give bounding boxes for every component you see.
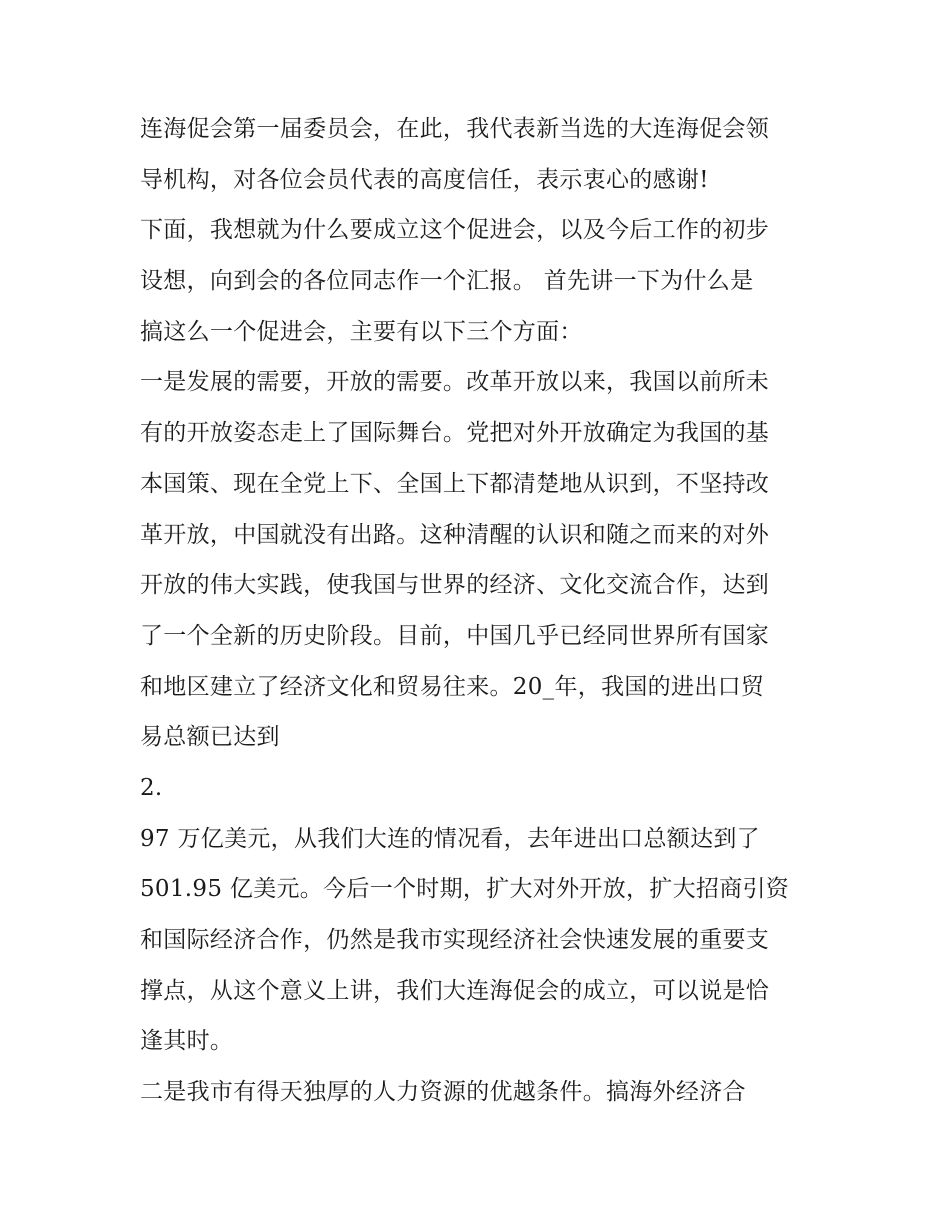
document-body bbox=[140, 104, 830, 1118]
text-line: 撑点，从这个意义上讲，我们大连海促会的成立，可以说是恰 bbox=[140, 977, 770, 1004]
text-line: 和国际经济合作，仍然是我市实现经济社会快速发展的重要支 bbox=[140, 927, 770, 953]
text-line: 易总额已达到 bbox=[140, 724, 280, 751]
text-line: 2. bbox=[140, 774, 163, 801]
text-line: 了一个全新的历史阶段。目前，中国几乎已经同世界所有国家 bbox=[140, 622, 770, 649]
text-line: 本国策、现在全党上下、全国上下都清楚地从识到，不坚持改 bbox=[140, 470, 770, 497]
text-line: 开放的伟大实践，使我国与世界的经济、文化交流合作，达到 bbox=[140, 572, 770, 599]
text-line: 一是发展的需要，开放的需要。改革开放以来，我国以前所未 bbox=[140, 369, 770, 396]
text-line: 有的开放姿态走上了国际舞台。党把对外开放确定为我国的基 bbox=[140, 420, 770, 447]
text-line: 下面，我想就为什么要成立这个促进会，以及今后工作的初步 bbox=[140, 217, 770, 244]
text-line: 97 万亿美元，从我们大连的情况看，去年进出口总额达到了 bbox=[140, 825, 760, 852]
text-line: 和地区建立了经济文化和贸易往来。20_年，我国的进出口贸 bbox=[140, 673, 765, 700]
text-line: 搞这么一个促进会，主要有以下三个方面： bbox=[140, 318, 583, 345]
text-line: 二是我市有得天独厚的人力资源的优越条件。搞海外经济合 bbox=[140, 1079, 746, 1106]
text-line: 设想，向到会的各位同志作一个汇报。 首先讲一下为什么是 bbox=[140, 268, 754, 295]
text-line: 革开放，中国就没有出路。这种清醒的认识和随之而来的对外 bbox=[140, 521, 770, 548]
text-line: 逢其时。 bbox=[140, 1028, 234, 1055]
text-line: 501.95 亿美元。今后一个时期，扩大对外开放，扩大招商引资 bbox=[140, 876, 790, 903]
text-line: 导机构，对各位会员代表的高度信任，表示衷心的感谢! bbox=[140, 166, 709, 193]
text-line: 连海促会第一届委员会，在此，我代表新当选的大连海促会领 bbox=[140, 116, 770, 142]
